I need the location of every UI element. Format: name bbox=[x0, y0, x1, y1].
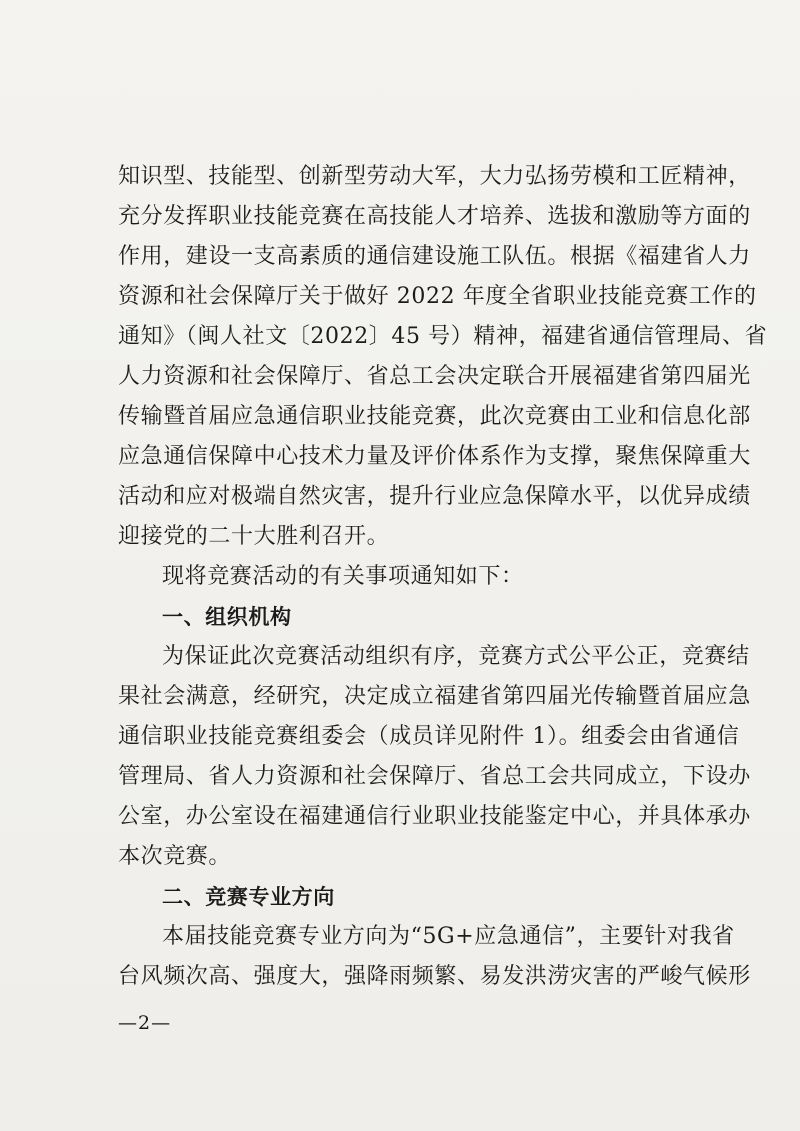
paragraph-line bbox=[0, 157, 800, 197]
paragraph-line bbox=[0, 357, 800, 397]
page-number: —2— bbox=[118, 1012, 172, 1034]
line-text: 资源和社会保障厅关于做好 2022 年度全省职业技能竞赛工作的 bbox=[118, 284, 757, 309]
paragraph-line bbox=[0, 477, 800, 517]
line-text: 现将竞赛活动的有关事项通知如下： bbox=[162, 564, 524, 589]
line-text: 果社会满意，经研究，决定成立福建省第四届光传输暨首届应急 bbox=[118, 684, 751, 709]
paragraph-line bbox=[0, 757, 800, 797]
line-text: 充分发挥职业技能竞赛在高技能人才培养、选拔和激励等方面的 bbox=[118, 204, 751, 229]
section-heading-text: 一、组织机构 bbox=[162, 605, 292, 629]
section-heading bbox=[0, 877, 800, 917]
line-text: 台风频次高、强度大，强降雨频繁、易发洪涝灾害的严峻气候形 bbox=[118, 964, 751, 989]
line-text: 通信职业技能竞赛组委会（成员详见附件 1）。组委会由省通信 bbox=[118, 724, 740, 749]
paragraph-line bbox=[0, 677, 800, 717]
line-text: 管理局、省人力资源和社会保障厅、省总工会共同成立，下设办 bbox=[118, 764, 751, 789]
paragraph-line bbox=[0, 397, 800, 437]
section-heading bbox=[0, 597, 800, 637]
line-text: 人力资源和社会保障厅、省总工会决定联合开展福建省第四届光 bbox=[118, 364, 751, 389]
line-text: 应急通信保障中心技术力量及评价体系作为支撑，聚焦保障重大 bbox=[118, 444, 751, 469]
paragraph-line bbox=[0, 557, 800, 597]
paragraph-line bbox=[0, 197, 800, 237]
paragraph-line bbox=[0, 637, 800, 677]
paragraph-line bbox=[0, 437, 800, 477]
line-text: 传输暨首届应急通信职业技能竞赛，此次竞赛由工业和信息化部 bbox=[118, 404, 751, 429]
line-text: 为保证此次竞赛活动组织有序，竞赛方式公平公正，竞赛结 bbox=[162, 644, 750, 669]
paragraph-line bbox=[0, 237, 800, 277]
paragraph-line bbox=[0, 837, 800, 877]
paragraph-line bbox=[0, 917, 800, 957]
paragraph-line bbox=[0, 317, 800, 357]
paragraph-line bbox=[0, 517, 800, 557]
paragraph-line bbox=[0, 277, 800, 317]
paragraph-line bbox=[0, 957, 800, 997]
line-text: 迎接党的二十大胜利召开。 bbox=[118, 524, 390, 549]
section-heading-text: 二、竞赛专业方向 bbox=[162, 885, 335, 909]
line-text: 通知》（闽人社文〔2022〕45 号）精神，福建省通信管理局、省 bbox=[118, 324, 768, 349]
line-text: 作用，建设一支高素质的通信建设施工队伍。根据《福建省人力 bbox=[118, 244, 751, 269]
paragraph-line bbox=[0, 797, 800, 837]
line-text: 本次竞赛。 bbox=[118, 844, 232, 869]
line-text: 公室，办公室设在福建通信行业职业技能鉴定中心，并具体承办 bbox=[118, 804, 751, 829]
line-text: 活动和应对极端自然灾害，提升行业应急保障水平，以优异成绩 bbox=[118, 484, 751, 509]
line-text: 知识型、技能型、创新型劳动大军，大力弘扬劳模和工匠精神， bbox=[118, 164, 751, 189]
paragraph-line bbox=[0, 717, 800, 757]
line-text: 本届技能竞赛专业方向为“5G+应急通信”，主要针对我省 bbox=[162, 924, 735, 949]
